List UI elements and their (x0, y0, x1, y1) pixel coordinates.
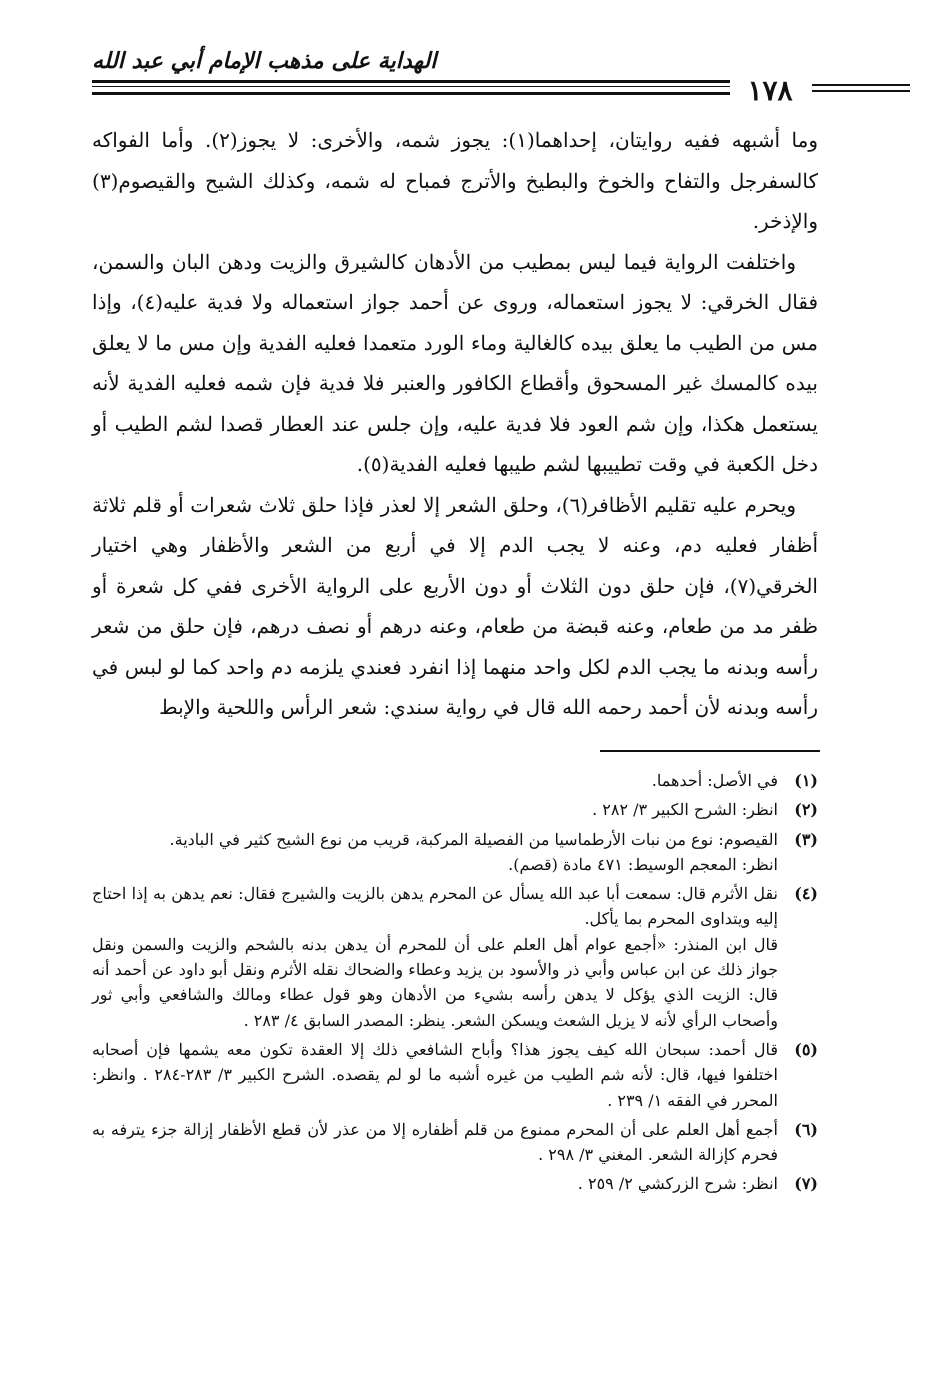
paragraph: وما أشبهه ففيه روايتان، إحداهما(١): يجوز شمه، والأخرى: لا يجوز(٢). وأما الفواكه كالسفرجل والتفاح والخوخ والبطيخ والأترج فمباح له شمه، وكذلك الشيح والقيصوم(٣) والإذخر. (92, 128, 819, 233)
footnote-number: (٥) (794, 1039, 818, 1059)
footnote-number: (٢) (794, 800, 818, 820)
footnote-text (92, 1117, 778, 1168)
footnote-line: أجمع أهل العلم على أن المحرم ممنوع من قلم أظفاره إلا من عذر لأن قطع الأظفار إزالة جزء يترفه به فحرم كإزالة الشعر. المغني ٣/ ٢٩٨ . (92, 1119, 778, 1165)
running-title: الهداية على مذهب الإمام أبي عبد الله (92, 48, 437, 74)
footnote-line: انظر: المعجم الوسيط: ٤٧١ مادة (قصم). (508, 854, 778, 874)
footnote-item (92, 768, 818, 793)
footnote-text (92, 768, 778, 793)
paragraph: واختلفت الرواية فيما ليس بمطيب من الأدهان كالشيرق والزيت ودهن البان والسمن، فقال الخرقي: لا يجوز استعماله، وروى عن أحمد جواز استعماله ولا فدية عليه(٤)، وإذا مس من الطيب ما يعلق بيده كالغالية وماء الورد متعمدا فعليه الفدية وإن مس ما لا يعلق بيده كالمسك غير المسحوق وأقطاع الكافور والعنبر فلا فدية فإن شمه فعليه الفدية لأنه يستعمل هكذا، وإن شم العود فلا فدية عليه، وإن جلس عند العطار قصدا لشم الطيب أو دخل الكعبة في وقت تطييبها لشم طيبها فعليه الفدية(٥). (92, 249, 818, 476)
footnotes (92, 768, 818, 1201)
footnote-text (92, 827, 778, 878)
main-text (92, 120, 818, 728)
footnote-line: في الأصل: أحدهما. (651, 771, 778, 790)
footnote-number: (٤) (794, 884, 818, 904)
footnote-line: انظر: الشرح الكبير ٣/ ٢٨٢ . (592, 800, 778, 820)
footnote-item (92, 881, 818, 1033)
footnote-item (92, 797, 818, 822)
footnote-separator (600, 750, 820, 752)
footnote-number: (٣) (794, 829, 818, 849)
footnote-number: (٧) (794, 1174, 818, 1194)
footnote-item (92, 1171, 818, 1196)
page-number-rule (812, 90, 910, 92)
footnote-item (92, 1037, 818, 1113)
page-number-rule (812, 84, 910, 86)
header-rule (92, 86, 730, 87)
footnote-line: نقل الأثرم قال: سمعت أبا عبد الله يسأل عن المحرم يدهن بالزيت والشيرج فقال: نعم يدهن به إذا احتاج إليه ويتداوى المحرم بما يأكل. (92, 884, 778, 929)
footnote-text (92, 1037, 778, 1113)
footnote-item (92, 827, 818, 878)
footnote-text (92, 797, 778, 822)
footnote-line: انظر: شرح الزركشي ٢/ ٢٥٩ . (577, 1174, 778, 1194)
footnote-number: (١) (794, 771, 818, 790)
page-header (92, 40, 818, 110)
footnote-number: (٦) (794, 1119, 818, 1139)
footnote-item (92, 1117, 818, 1168)
paragraph: ويحرم عليه تقليم الأظافر(٦)، وحلق الشعر إلا لعذر فإذا حلق ثلاث شعرات أو قلم ثلاثة أظفار فعليه دم، وعنه لا يجب الدم إلا في أربع من الشعر والأظفار وهي اختيار الخرقي(٧)، فإن حلق دون الثلاث أو دون الأربع على الرواية الأخرى ففي كل شعرة أو ظفر مد من طعام، وعنه قبضة من طعام، وعنه درهم أو نصف درهم، فإن حلق من شعر رأسه وبدنه ما يجب الدم لكل واحد منهما إذا انفرد فعندي يلزمه دم واحد كما لو لبس في رأسه وبدنه لأن أحمد رحمه الله قال في رواية سندي: شعر الرأس واللحية والإبط (92, 492, 818, 719)
footnote-text (92, 1171, 778, 1196)
footnote-line: قال أحمد: سبحان الله كيف يجوز هذا؟ وأباح الشافعي ذلك إلا العقدة تكون معه يشمها فإن أصحابه اختلفوا فيها، قال: لأنه شم الطيب من غيره أشبه ما لو لم يقصده. الشرح الكبير ٣/ ٢٨٣-٢٨٤ . وانظر: المحرر في الفقه ١/ ٢٣٩ . (92, 1039, 778, 1110)
footnote-line: القيصوم: نوع من نبات الأرطماسيا من الفصيلة المركبة، قريب من نوع الشيح كثير في البادية. (169, 829, 778, 849)
page-number: ١٧٨ (747, 74, 793, 107)
footnote-text (92, 881, 778, 1033)
header-rule (92, 80, 730, 83)
header-rule (92, 92, 730, 95)
footnote-line: قال ابن المنذر: «أجمع عوام أهل العلم على أن للمحرم أن يدهن بدنه بالشحم والزيت والسمن ونقل جواز ذلك عن ابن عباس وأبي ذر والأسود بن يزيد وعطاء والضحاك نقله الأثرم ونقل أبو داود عن أحمد أنه قال: الزيت الذي يؤكل لا يدهن رأسه بشيء من الأدهان وهو قول عطاء ومالك والشافعي وأبي ثور وأصحاب الرأي لأنه لا يزيل الشعث ويسكن الشعر. ينظر: المصدر السابق ٤/ ٢٨٣ . (92, 934, 779, 1030)
